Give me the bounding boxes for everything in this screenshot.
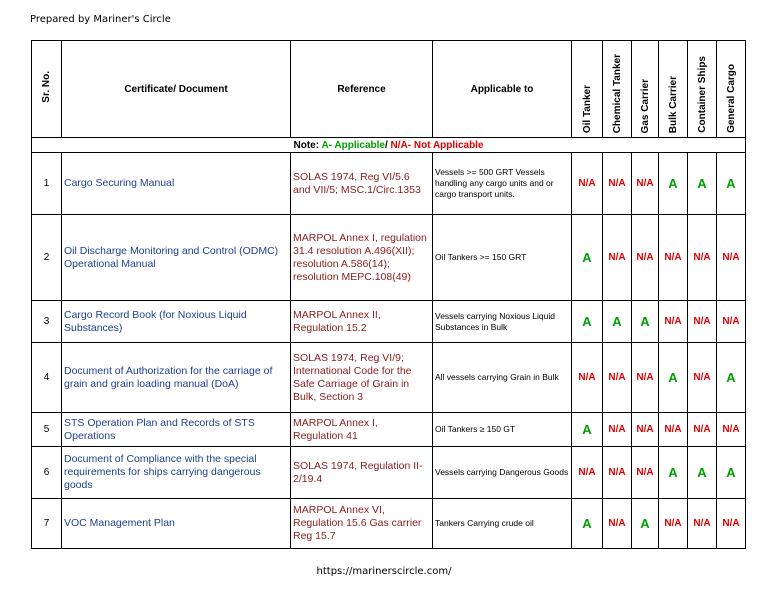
certificate-table xyxy=(31,40,746,549)
table-row xyxy=(32,447,746,499)
sr-no-cell: 3 xyxy=(32,301,62,343)
mark-bulk-carrier: A xyxy=(659,447,688,499)
col-header-container-ships: Container Ships xyxy=(688,41,717,138)
mark-general-cargo: N/A xyxy=(717,215,746,301)
col-header-bulk-carrier: Bulk Carrier xyxy=(659,41,688,138)
mark-bulk-carrier: A xyxy=(659,343,688,413)
col-header-applicable-to: Applicable to xyxy=(433,41,572,138)
mark-container-ships: N/A xyxy=(688,215,717,301)
mark-gas-carrier: N/A xyxy=(632,413,659,447)
col-header-sr-no: Sr. No. xyxy=(32,41,62,138)
mark-gas-carrier: N/A xyxy=(632,343,659,413)
mark-oil-tanker: A xyxy=(572,215,603,301)
col-header-oil-tanker: Oil Tanker xyxy=(572,41,603,138)
table-row xyxy=(32,215,746,301)
certificate-cell: Cargo Securing Manual xyxy=(62,153,291,215)
mark-container-ships: A xyxy=(688,153,717,215)
footer-url: https://marinerscircle.com/ xyxy=(316,566,452,577)
applicable-to-cell: Vessels >= 500 GRT Vessels handling any cargo units and or cargo transport units. xyxy=(433,153,572,215)
mark-general-cargo: A xyxy=(717,153,746,215)
mark-bulk-carrier: A xyxy=(659,153,688,215)
mark-oil-tanker: N/A xyxy=(572,447,603,499)
mark-oil-tanker: N/A xyxy=(572,153,603,215)
reference-cell: MARPOL Annex I, regulation 31.4 resolution A.496(XII); resolution A.586(14); resolution MEPC.108(49) xyxy=(291,215,433,301)
mark-container-ships: A xyxy=(688,447,717,499)
mark-general-cargo: A xyxy=(717,447,746,499)
certificate-cell: STS Operation Plan and Records of STS Operations xyxy=(62,413,291,447)
sr-no-cell: 6 xyxy=(32,447,62,499)
certificate-cell: VOC Management Plan xyxy=(62,499,291,549)
applicable-to-cell: Oil Tankers >= 150 GRT xyxy=(433,215,572,301)
mark-gas-carrier: A xyxy=(632,301,659,343)
mark-general-cargo: N/A xyxy=(717,499,746,549)
mark-oil-tanker: A xyxy=(572,413,603,447)
header-row xyxy=(32,41,746,138)
mark-chemical-tanker: N/A xyxy=(603,499,632,549)
applicable-to-cell: All vessels carrying Grain in Bulk xyxy=(433,343,572,413)
col-header-general-cargo: General Cargo xyxy=(717,41,746,138)
mark-chemical-tanker: N/A xyxy=(603,447,632,499)
mark-chemical-tanker: N/A xyxy=(603,413,632,447)
table-row xyxy=(32,301,746,343)
mark-container-ships: N/A xyxy=(688,499,717,549)
mark-bulk-carrier: N/A xyxy=(659,413,688,447)
col-header-certificate: Certificate/ Document xyxy=(62,41,291,138)
table-row xyxy=(32,499,746,549)
legend-note: Note: A- Applicable/ N/A- Not Applicable xyxy=(32,138,746,153)
applicable-to-cell: Oil Tankers ≥ 150 GT xyxy=(433,413,572,447)
mark-general-cargo: N/A xyxy=(717,301,746,343)
mark-gas-carrier: N/A xyxy=(632,215,659,301)
reference-cell: SOLAS 1974, Regulation II-2/19.4 xyxy=(291,447,433,499)
sr-no-cell: 7 xyxy=(32,499,62,549)
mark-oil-tanker: A xyxy=(572,301,603,343)
mark-oil-tanker: N/A xyxy=(572,343,603,413)
sr-no-cell: 1 xyxy=(32,153,62,215)
table-row xyxy=(32,343,746,413)
mark-general-cargo: A xyxy=(717,343,746,413)
col-header-gas-carrier: Gas Carrier xyxy=(632,41,659,138)
prepared-by-label: Prepared by Mariner's Circle xyxy=(30,14,171,25)
mark-chemical-tanker: N/A xyxy=(603,215,632,301)
col-header-chemical-tanker: Chemical Tanker xyxy=(603,41,632,138)
mark-container-ships: N/A xyxy=(688,413,717,447)
reference-cell: SOLAS 1974, Reg VI/9; International Code for the Safe Carriage of Grain in Bulk, Section 3 xyxy=(291,343,433,413)
mark-gas-carrier: N/A xyxy=(632,447,659,499)
col-header-reference: Reference xyxy=(291,41,433,138)
note-row xyxy=(32,138,746,153)
sr-no-cell: 2 xyxy=(32,215,62,301)
applicable-to-cell: Vessels carrying Dangerous Goods xyxy=(433,447,572,499)
applicable-to-cell: Vessels carrying Noxious Liquid Substances in Bulk xyxy=(433,301,572,343)
mark-general-cargo: N/A xyxy=(717,413,746,447)
applicable-to-cell: Tankers Carrying crude oil xyxy=(433,499,572,549)
mark-container-ships: N/A xyxy=(688,301,717,343)
mark-oil-tanker: A xyxy=(572,499,603,549)
reference-cell: MARPOL Annex II, Regulation 15.2 xyxy=(291,301,433,343)
mark-chemical-tanker: N/A xyxy=(603,343,632,413)
certificate-cell: Document of Authorization for the carriage of grain and grain loading manual (DoA) xyxy=(62,343,291,413)
certificate-cell: Oil Discharge Monitoring and Control (ODMC) Operational Manual xyxy=(62,215,291,301)
mark-chemical-tanker: N/A xyxy=(603,153,632,215)
table-row xyxy=(32,153,746,215)
mark-container-ships: N/A xyxy=(688,343,717,413)
mark-bulk-carrier: N/A xyxy=(659,499,688,549)
mark-gas-carrier: N/A xyxy=(632,153,659,215)
mark-gas-carrier: A xyxy=(632,499,659,549)
mark-chemical-tanker: A xyxy=(603,301,632,343)
mark-bulk-carrier: N/A xyxy=(659,215,688,301)
reference-cell: MARPOL Annex I, Regulation 41 xyxy=(291,413,433,447)
reference-cell: MARPOL Annex VI, Regulation 15.6 Gas carrier Reg 15.7 xyxy=(291,499,433,549)
reference-cell: SOLAS 1974, Reg VI/5.6 and VII/5; MSC.1/Circ.1353 xyxy=(291,153,433,215)
certificate-cell: Cargo Record Book (for Noxious Liquid Substances) xyxy=(62,301,291,343)
sr-no-cell: 4 xyxy=(32,343,62,413)
mark-bulk-carrier: N/A xyxy=(659,301,688,343)
certificate-cell: Document of Compliance with the special requirements for ships carrying dangerous goods xyxy=(62,447,291,499)
table-row xyxy=(32,413,746,447)
sr-no-cell: 5 xyxy=(32,413,62,447)
